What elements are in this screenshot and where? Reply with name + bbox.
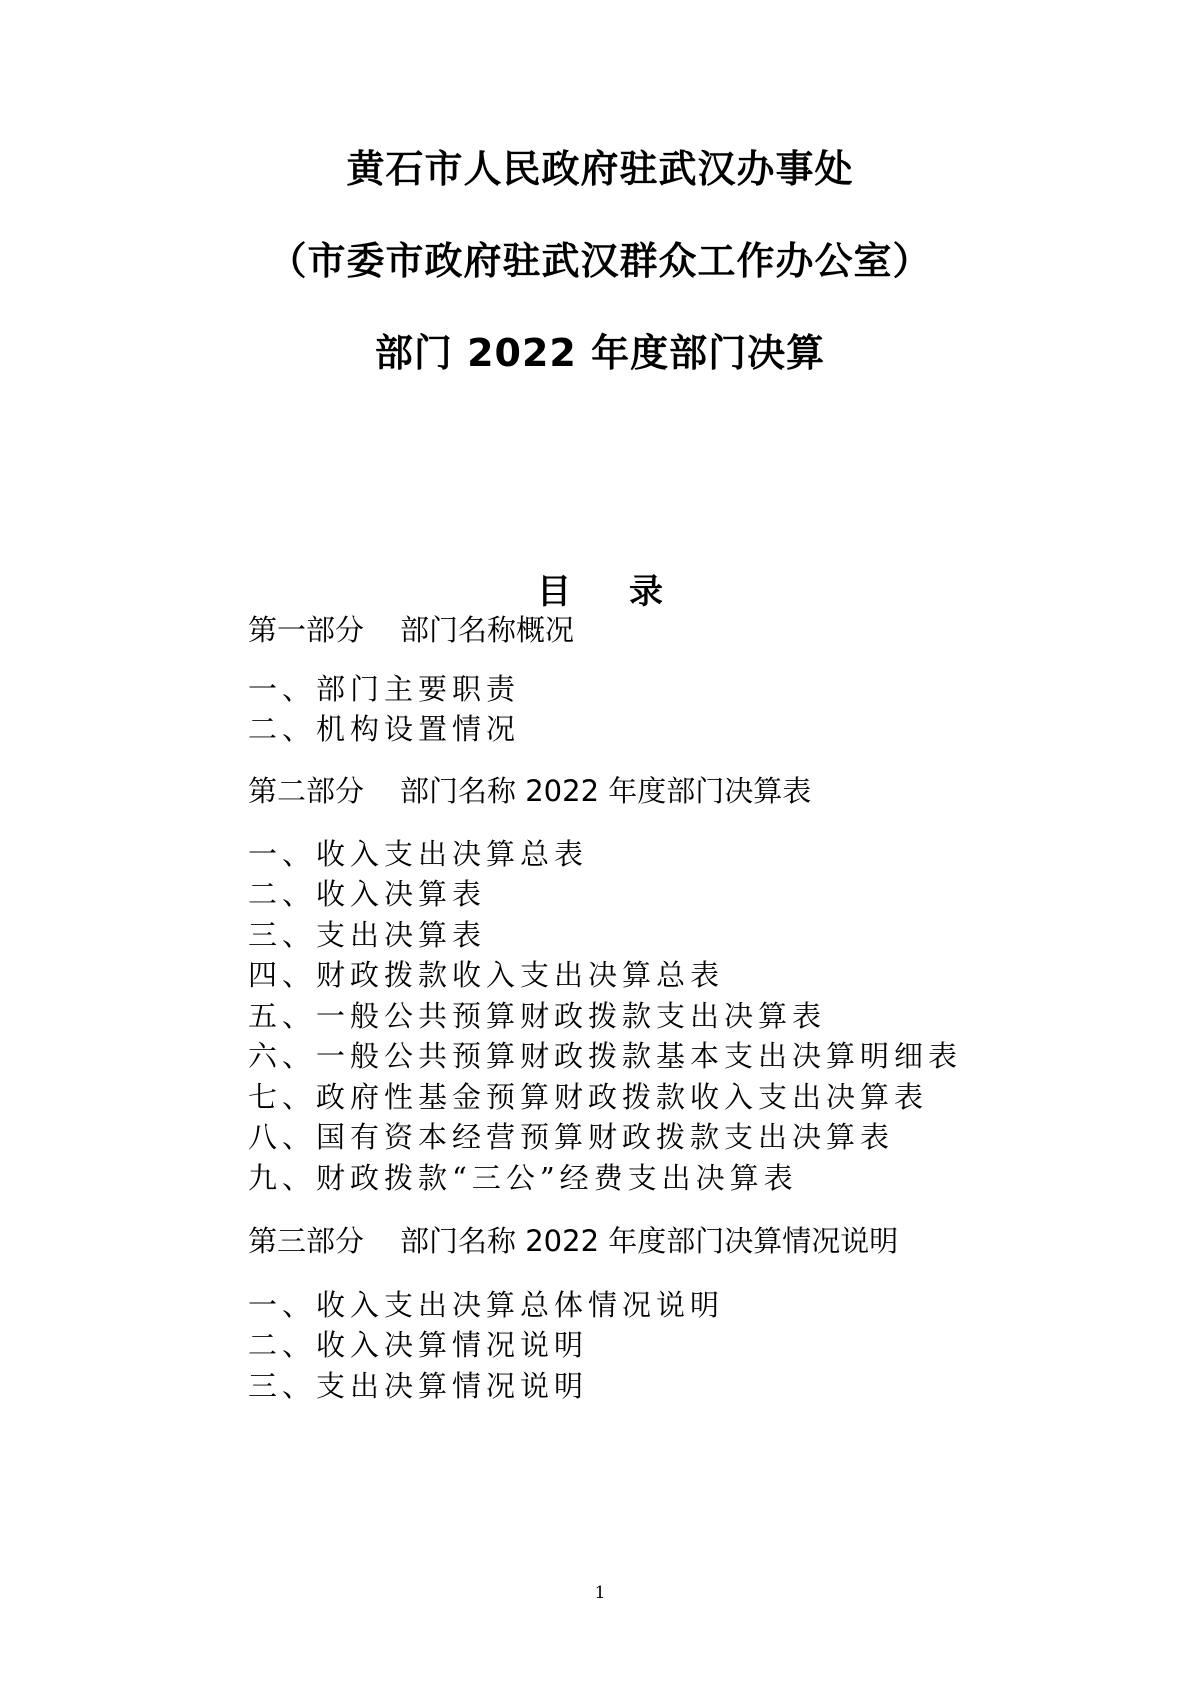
toc-item: 三、支出决算情况说明: [248, 1369, 589, 1403]
toc-item: 六、一般公共预算财政拨款基本支出决算明细表: [248, 1039, 963, 1073]
toc-item: 二、机构设置情况: [248, 712, 521, 746]
part-name: 部门名称概况: [400, 613, 575, 647]
toc-item: 七、政府性基金预算财政拨款收入支出决算表: [248, 1080, 929, 1114]
toc-item: 四、财政拨款收入支出决算总表: [248, 958, 725, 992]
document-title: [0, 147, 1200, 375]
toc-item: 八、国有资本经营预算财政拨款支出决算表: [248, 1120, 895, 1154]
title-line-agency: 黄石市人民政府驻武汉办事处: [346, 147, 854, 191]
title-line-report: 部门 2022 年度部门决算: [374, 331, 826, 375]
toc-item: 一、收入支出决算总体情况说明: [248, 1288, 725, 1322]
page-number: 1: [594, 1583, 606, 1603]
toc-part-2: [248, 773, 811, 809]
part-number: 第二部分: [248, 774, 365, 808]
part-number: 第三部分: [248, 1224, 365, 1258]
part-name: 部门名称 2022 年度部门决算情况说明: [400, 1224, 899, 1258]
toc-item: 五、一般公共预算财政拨款支出决算表: [248, 999, 827, 1033]
toc-part-3: [248, 1223, 898, 1259]
toc-part-1: [248, 612, 574, 648]
toc-item: 二、收入决算表: [248, 877, 487, 911]
part-name: 部门名称 2022 年度部门决算表: [400, 774, 812, 808]
toc-item: 二、收入决算情况说明: [248, 1328, 589, 1362]
part-number: 第一部分: [248, 613, 365, 647]
toc-heading: 目录: [537, 572, 721, 612]
title-line-office: （市委市政府驻武汉群众工作办公室）: [268, 239, 932, 283]
toc-item: 九、财政拨款“三公”经费支出决算表: [248, 1161, 798, 1195]
toc-item: 三、支出决算表: [248, 918, 487, 952]
toc-item: 一、部门主要职责: [248, 672, 521, 706]
toc-item: 一、收入支出决算总表: [248, 837, 589, 871]
